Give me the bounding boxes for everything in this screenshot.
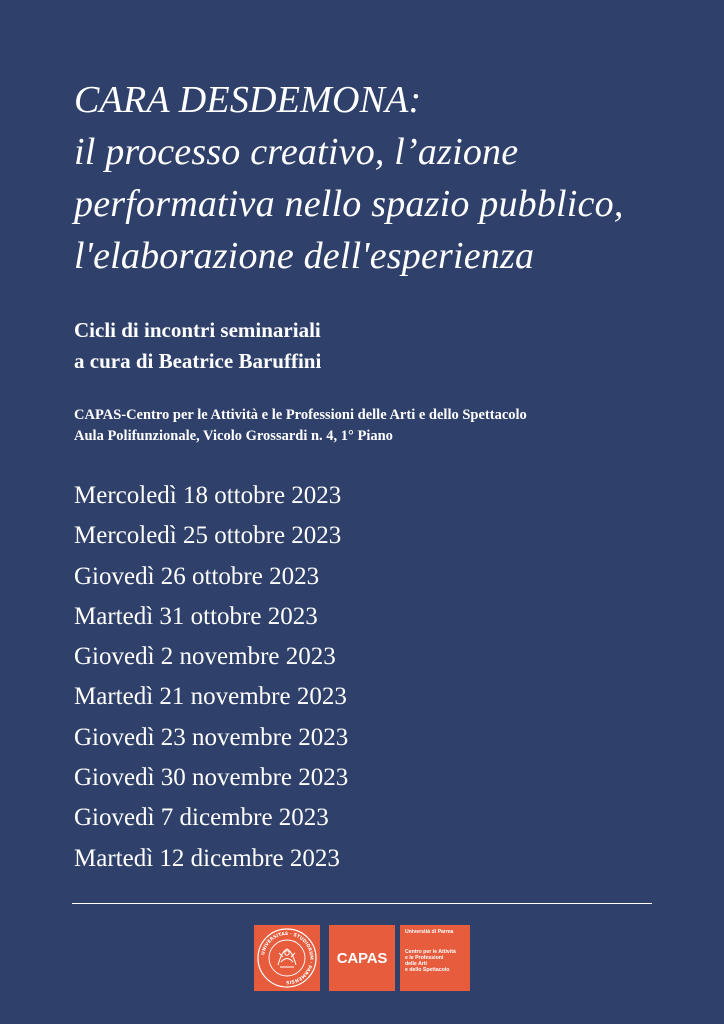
- title-line: CARA DESDEMONA:: [74, 79, 422, 121]
- dates-list: [74, 476, 674, 879]
- date-item: Martedì 12 dicembre 2023: [74, 844, 340, 872]
- university-seal-icon: [254, 925, 320, 991]
- university-seal-logo: [254, 925, 320, 991]
- date-item: Giovedì 2 novembre 2023: [74, 643, 336, 671]
- poster-title: [74, 74, 684, 282]
- department-spacer: [405, 935, 467, 949]
- subtitle-series: Cicli di incontri seminariali: [74, 318, 321, 342]
- date-item: Martedì 31 ottobre 2023: [74, 602, 318, 630]
- logo-strip: [254, 925, 470, 991]
- venue-address: Aula Polifunzionale, Vicolo Grossardi n. 4, 1° Piano: [74, 428, 393, 444]
- department-line: Centro per le Attività: [405, 949, 456, 955]
- date-item: Giovedì 7 dicembre 2023: [74, 804, 329, 832]
- title-line: il processo creativo, l’azione: [74, 131, 519, 173]
- department-university: Università di Parma: [405, 929, 454, 935]
- divider: [72, 903, 652, 904]
- department-logo: [400, 925, 470, 991]
- venue-name: CAPAS-Centro per le Attività e le Professioni delle Arti e dello Spettacolo: [74, 407, 527, 423]
- title-line: l'elaborazione dell'esperienza: [74, 235, 535, 277]
- venue-info: [74, 405, 714, 447]
- date-item: Martedì 21 novembre 2023: [74, 683, 347, 711]
- date-item: Giovedì 26 ottobre 2023: [74, 562, 320, 590]
- title-line: performativa nello spazio pubblico,: [74, 183, 624, 225]
- capas-logo: [329, 925, 395, 991]
- department-line: e dello Spettacolo: [405, 967, 450, 973]
- department-line: delle Arti: [405, 961, 428, 967]
- seminar-subtitle: [74, 315, 674, 377]
- date-item: Mercoledì 18 ottobre 2023: [74, 482, 342, 509]
- date-item: Mercoledì 25 ottobre 2023: [74, 522, 342, 550]
- seal-text: UNIVERSITAS · STUDIORUM · PARMENSIS: [261, 931, 314, 985]
- department-line: e le Professioni: [405, 955, 444, 961]
- capas-logo-label: CAPAS: [336, 949, 388, 967]
- date-item: Giovedì 30 novembre 2023: [74, 764, 349, 792]
- date-item: Giovedì 23 novembre 2023: [74, 723, 349, 751]
- department-logo-text: [405, 929, 467, 973]
- subtitle-curator: a cura di Beatrice Baruffini: [74, 349, 322, 373]
